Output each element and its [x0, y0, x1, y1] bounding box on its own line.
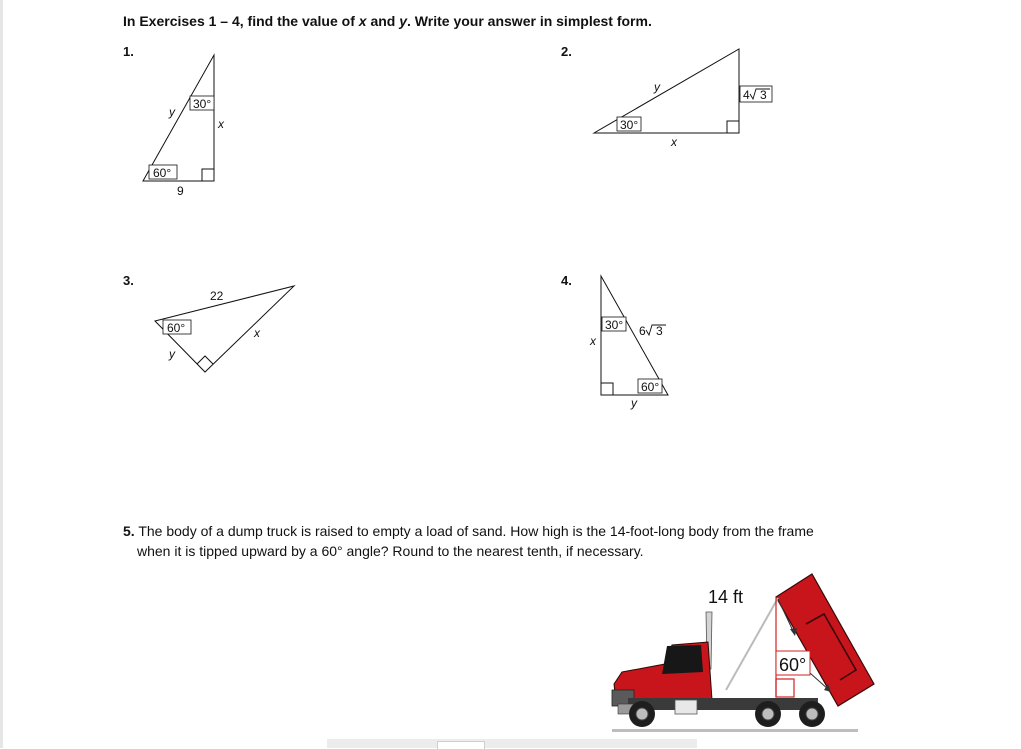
label-4-vertical-leg: x: [590, 334, 596, 348]
truck-length-label: 14 ft: [708, 587, 744, 607]
right-angle-box-truck: [776, 679, 794, 697]
label-2-hyp: y: [654, 80, 660, 94]
triangle-1: [143, 55, 214, 181]
truck-frame: [628, 698, 818, 710]
problem-5-line-2: when it is tipped upward by a 60° angle? Round to the nearest tenth, if necessary.: [137, 543, 644, 559]
label-3-hyp: 22: [210, 289, 224, 303]
right-angle-mark-1: [202, 169, 214, 181]
exercise-4-number: 4.: [561, 273, 572, 288]
angle-label-3: 60°: [167, 321, 186, 335]
exercise-2-figure: [594, 49, 772, 149]
ground-line: [612, 729, 858, 732]
angle-label-4-top: 30°: [605, 318, 624, 332]
exercise-3-figure: [155, 286, 294, 372]
cab-window: [662, 645, 703, 674]
exercise-3-number: 3.: [123, 273, 134, 288]
label-1-vertical-leg: x: [218, 117, 224, 131]
truck-angle-label: 60°: [779, 655, 807, 675]
right-angle-mark-4: [601, 383, 613, 395]
problem-5-text: [123, 521, 883, 561]
dump-truck-illustration: [612, 574, 874, 732]
right-angle-mark-3: [197, 356, 213, 364]
label-2-radicand: 3: [760, 88, 767, 102]
front-hub: [636, 708, 648, 720]
fuel-tank: [675, 700, 697, 714]
lift-arm: [726, 598, 778, 690]
label-2-base: x: [671, 135, 677, 149]
label-4-radicand: 3: [656, 324, 663, 338]
exercise-1-number: 1.: [123, 44, 134, 59]
length-arrowhead: [790, 628, 797, 636]
angle-label-4-bottom: 60°: [641, 380, 660, 394]
problem-5-number: 5.: [123, 523, 135, 539]
label-3-short-leg: y: [169, 347, 175, 361]
angle-label-2: 30°: [620, 118, 639, 132]
label-4-radical-coef: 6: [639, 324, 646, 338]
label-4-base: y: [631, 396, 637, 410]
angle-label-1-top: 30°: [193, 97, 212, 111]
label-1-hyp: y: [169, 105, 175, 119]
exercise-1-figure: [143, 55, 225, 198]
label-1-base: 9: [177, 184, 184, 198]
problem-5-line-1: The body of a dump truck is raised to empty a load of sand. How high is the 14-foot-long body from the frame: [134, 523, 814, 539]
label-3-long-leg: x: [254, 326, 260, 340]
bottom-scroll-area: [327, 739, 697, 748]
label-2-radical-coef: 4: [743, 88, 750, 102]
triangle-2: [594, 49, 739, 133]
right-angle-mark-2: [727, 121, 739, 133]
rear-hub-2: [806, 708, 818, 720]
exercise-2-number: 2.: [561, 44, 572, 59]
instructions-heading: In Exercises 1 – 4, find the value of x and y. Write your answer in simplest form.: [123, 13, 652, 29]
rear-hub-1: [762, 708, 774, 720]
angle-label-1-bottom: 60°: [153, 166, 172, 180]
exercise-4-figure: [589, 276, 668, 410]
